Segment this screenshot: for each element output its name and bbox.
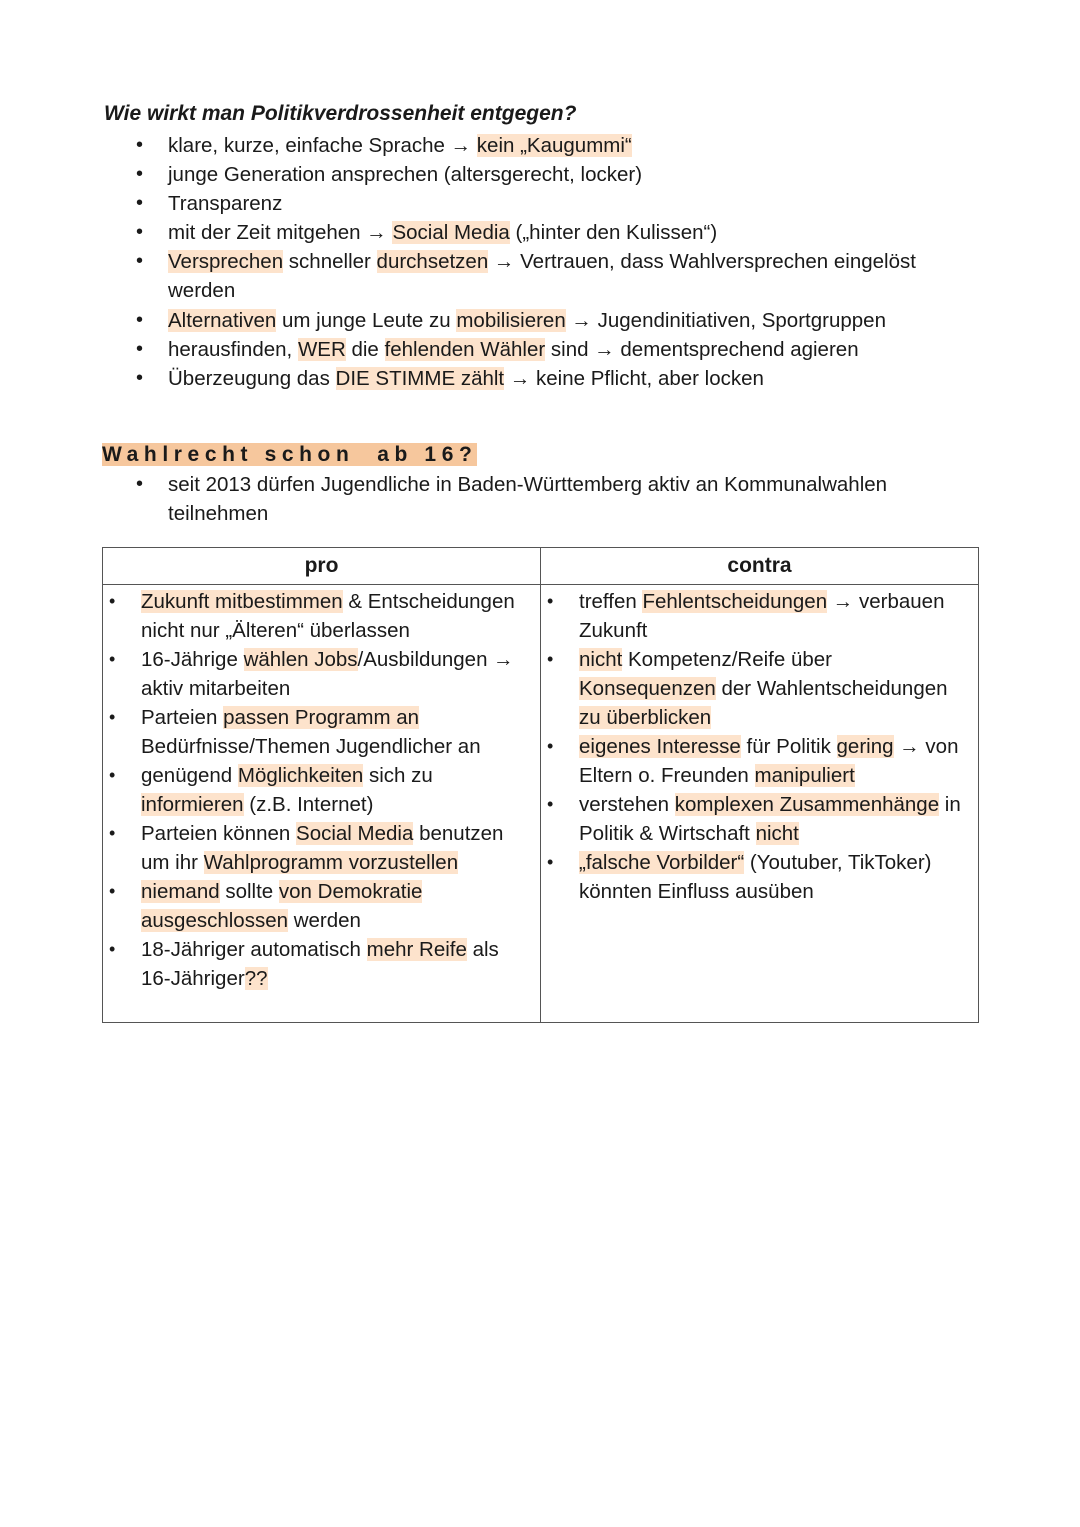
heading-highlight: Wahlrecht schon ab 16? bbox=[102, 443, 478, 466]
list-item bbox=[104, 131, 984, 160]
text-segment: Überzeugung das bbox=[168, 366, 336, 390]
highlighted-text: zu überblicken bbox=[579, 706, 712, 729]
list-item bbox=[103, 819, 534, 877]
highlighted-text: Wahlprogramm vorzustellen bbox=[203, 851, 459, 874]
text-segment: Bedürfnisse/Themen Jugendlicher an bbox=[141, 735, 481, 758]
list-item bbox=[103, 761, 534, 819]
highlighted-text: eigenes Interesse bbox=[579, 735, 741, 758]
section-title-politikverdrossenheit: Wie wirkt man Politikverdrossenheit entgegen? bbox=[104, 102, 577, 125]
text-segment: → keine Pflicht, aber locken bbox=[504, 366, 764, 390]
text-segment: 18-Jähriger automatisch bbox=[141, 938, 367, 961]
text-segment: → Jugendinitiativen, Sportgruppen bbox=[565, 308, 886, 332]
list-item bbox=[104, 364, 984, 393]
text-segment: klare, kurze, einfache Sprache → bbox=[168, 134, 477, 157]
text-segment: werden bbox=[288, 909, 361, 932]
text-segment: → Vertrauen, dass Wahlversprechen eingelöst werden bbox=[168, 250, 916, 303]
list-item bbox=[541, 645, 972, 732]
list-item bbox=[103, 645, 534, 703]
list-item bbox=[541, 790, 972, 848]
highlighted-text: passen Programm an bbox=[223, 706, 420, 729]
text-segment: 16-Jährige bbox=[141, 648, 244, 671]
highlighted-text: Zukunft mitbestimmen bbox=[141, 590, 343, 613]
list-item bbox=[541, 732, 972, 790]
list-item bbox=[103, 935, 534, 993]
highlighted-text: Alternativen bbox=[168, 308, 277, 332]
highlighted-text: Versprechen bbox=[168, 250, 284, 274]
highlighted-text: Möglichkeiten bbox=[237, 764, 364, 787]
text-segment: sich zu bbox=[363, 764, 433, 787]
text-segment: um junge Leute zu bbox=[276, 308, 457, 332]
list-item bbox=[104, 218, 984, 247]
highlighted-text: nicht bbox=[755, 822, 799, 845]
list-item bbox=[104, 160, 984, 189]
text-segment: verstehen bbox=[579, 793, 675, 816]
highlighted-text: durchsetzen bbox=[376, 250, 489, 274]
highlighted-text: mobilisieren bbox=[456, 308, 566, 332]
list-item bbox=[103, 703, 534, 761]
text-segment: (z.B. Internet) bbox=[243, 793, 374, 816]
contra-header: contra bbox=[541, 548, 979, 585]
highlighted-text: Social Media bbox=[296, 822, 414, 845]
list-item bbox=[104, 470, 984, 528]
text-segment: /Ausbildungen → aktiv mitarbeiten bbox=[141, 648, 514, 700]
table-body-row bbox=[103, 585, 979, 1023]
list-item bbox=[541, 848, 972, 906]
pro-list bbox=[103, 585, 540, 995]
wahlrecht-list bbox=[104, 470, 984, 528]
highlighted-text: nicht bbox=[579, 648, 623, 671]
list-item bbox=[541, 587, 972, 645]
highlighted-text: WER bbox=[297, 337, 346, 361]
text-segment: Transparenz bbox=[168, 192, 283, 216]
highlighted-text: ?? bbox=[244, 967, 268, 990]
contra-list bbox=[541, 585, 978, 908]
text-segment: junge Generation ansprechen (altersgerecht, locker) bbox=[168, 163, 643, 187]
highlighted-text: mehr Reife bbox=[366, 938, 467, 961]
text-segment: → verbauen Zukunft bbox=[579, 590, 945, 642]
text-segment: mit der Zeit mitgehen → bbox=[168, 221, 393, 245]
highlighted-text: komplexen Zusammenhänge bbox=[674, 793, 940, 816]
text-segment: genügend bbox=[141, 764, 238, 787]
measures-list bbox=[104, 131, 984, 393]
text-segment: seit 2013 dürfen Jugendliche in Baden-Württemberg aktiv an Kommunalwahlen teilnehmen bbox=[168, 473, 888, 526]
text-segment: Parteien bbox=[141, 706, 224, 729]
highlighted-text: informieren bbox=[141, 793, 244, 816]
text-segment: herausfinden, bbox=[168, 337, 298, 361]
text-segment: der Wahlentscheidungen bbox=[715, 677, 948, 700]
highlighted-text: manipuliert bbox=[754, 764, 855, 787]
highlighted-text: niemand bbox=[141, 880, 220, 903]
text-segment: benutzen um ihr bbox=[141, 822, 504, 874]
pro-header: pro bbox=[103, 548, 541, 585]
pro-cell bbox=[103, 585, 541, 1023]
highlighted-text: kein „Kaugummi“ bbox=[476, 134, 632, 157]
text-segment: schneller bbox=[283, 250, 377, 274]
list-item bbox=[104, 306, 984, 335]
list-item bbox=[103, 587, 534, 645]
list-item bbox=[103, 877, 534, 935]
text-segment: (Youtuber, TikToker) könnten Einfluss ausüben bbox=[579, 851, 932, 903]
highlighted-text: wählen Jobs bbox=[243, 648, 358, 671]
contra-cell bbox=[541, 585, 979, 1023]
highlighted-text: „falsche Vorbilder“ bbox=[579, 851, 745, 874]
highlighted-text: Social Media bbox=[392, 221, 510, 245]
text-segment: in Politik & Wirtschaft bbox=[579, 793, 961, 845]
text-segment: für Politik bbox=[740, 735, 837, 758]
highlighted-text: Fehlentscheidungen bbox=[642, 590, 828, 613]
list-item bbox=[104, 247, 984, 305]
highlighted-text: von Demokratie ausgeschlossen bbox=[141, 880, 423, 932]
text-segment: die bbox=[345, 337, 385, 361]
text-segment: & Entscheidungen nicht nur „Älteren“ überlassen bbox=[141, 590, 515, 642]
table-header-row bbox=[103, 548, 979, 585]
highlighted-text: gering bbox=[836, 735, 894, 758]
text-segment: sollte bbox=[219, 880, 279, 903]
highlighted-text: DIE STIMME zählt bbox=[335, 366, 505, 390]
section-title-wahlrecht bbox=[102, 443, 477, 467]
list-item bbox=[104, 335, 984, 364]
highlighted-text: Konsequenzen bbox=[579, 677, 716, 700]
text-segment: Kompetenz/Reife über bbox=[622, 648, 832, 671]
highlighted-text: fehlenden Wähler bbox=[384, 337, 546, 361]
text-segment: Parteien können bbox=[141, 822, 297, 845]
text-segment: treffen bbox=[579, 590, 643, 613]
text-segment: als 16-Jähriger bbox=[141, 938, 499, 990]
text-segment: sind → dementsprechend agieren bbox=[545, 337, 859, 361]
pro-contra-table bbox=[102, 547, 979, 1023]
text-segment: („hinter den Kulissen“) bbox=[509, 221, 718, 245]
text-segment: → von Eltern o. Freunden bbox=[579, 735, 959, 787]
list-item bbox=[104, 189, 984, 218]
